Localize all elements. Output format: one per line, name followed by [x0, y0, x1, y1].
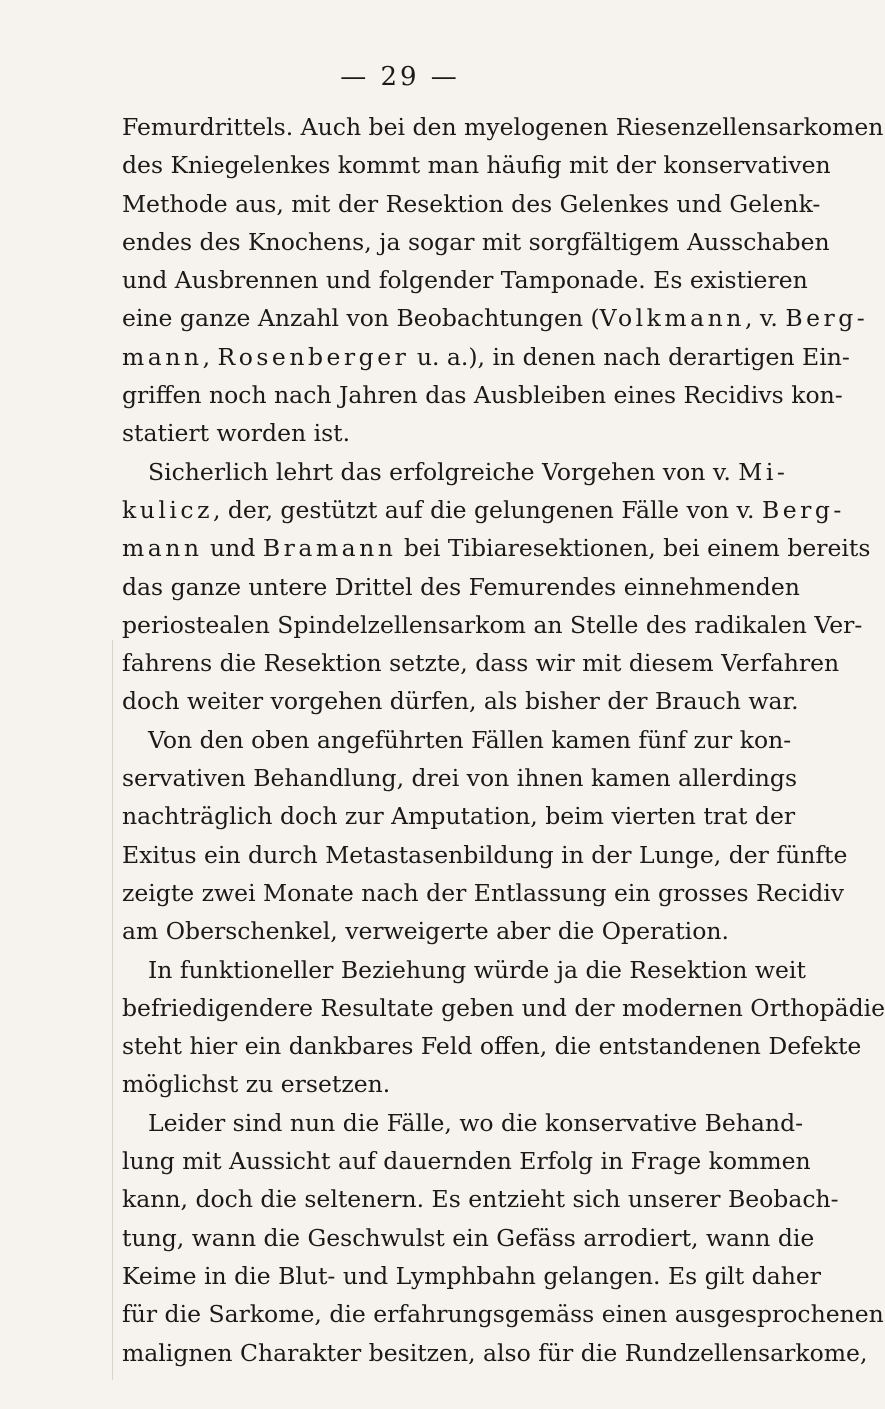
text-line: fahrens die Resektion setzte, dass wir mit diesem Verfahren	[122, 649, 840, 678]
text-line: mann und Bramann bei Tibiaresektionen, bei einem bereits	[122, 534, 871, 563]
text-line: periostealen Spindelzellensarkom an Stelle des radikalen Ver-	[122, 610, 863, 639]
text-line: doch weiter vorgehen dürfen, als bisher der Brauch war.	[122, 687, 799, 716]
text-line: Sicherlich lehrt das erfolgreiche Vorgehen von v. Mi-	[148, 457, 789, 486]
page-number: — 29 —	[340, 62, 460, 92]
text-line: kulicz, der, gestützt auf die gelungenen Fälle von v. Berg-	[122, 495, 845, 524]
text-line: Keime in die Blut- und Lymphbahn gelangen. Es gilt daher	[122, 1261, 821, 1290]
author-name: Mi-	[738, 457, 789, 486]
author-name: Berg-	[761, 495, 845, 524]
text-line: Von den oben angeführten Fällen kamen fünf zur kon-	[148, 725, 792, 754]
author-name: Volkmann	[599, 304, 745, 333]
body-text	[122, 108, 885, 1372]
text-line: möglichst zu ersetzen.	[122, 1070, 391, 1099]
text-line: mann, Rosenberger u. a.), in denen nach derartigen Ein-	[122, 342, 850, 371]
text-line: zeigte zwei Monate nach der Entlassung ein grosses Recidiv	[122, 878, 845, 907]
text-line: griffen noch nach Jahren das Ausbleiben eines Recidivs kon-	[122, 381, 843, 410]
text-line: malignen Charakter besitzen, also für die Rundzellensarkome,	[122, 1338, 868, 1367]
author-name: mann	[122, 342, 203, 371]
text-line: eine ganze Anzahl von Beobachtungen (Volkmann, v. Berg-	[122, 304, 869, 333]
author-name: Rosenberger	[217, 342, 410, 371]
page-edge-shadow	[112, 640, 113, 1380]
text-line: statiert worden ist.	[122, 419, 351, 448]
text-line: am Oberschenkel, verweigerte aber die Operation.	[122, 917, 729, 946]
text-line: lung mit Aussicht auf dauernden Erfolg in Frage kommen	[122, 1147, 811, 1176]
text-line: Femurdrittels. Auch bei den myelogenen Riesenzellensarkomen	[122, 113, 884, 141]
text-line: In funktioneller Beziehung würde ja die Resektion weit	[148, 955, 806, 984]
text-line: tung, wann die Geschwulst ein Gefäss arrodiert, wann die	[122, 1223, 815, 1252]
text-line: und Ausbrennen und folgender Tamponade. Es existieren	[122, 266, 808, 295]
text-line: für die Sarkome, die erfahrungsgemäss einen ausgesprochenen	[122, 1300, 884, 1329]
author-name: kulicz	[122, 495, 213, 524]
text-line: nachträglich doch zur Amputation, beim vierten trat der	[122, 802, 796, 831]
text-line: des Kniegelenkes kommt man häufig mit der konservativen	[122, 151, 831, 180]
text-line: servativen Behandlung, drei von ihnen kamen allerdings	[122, 764, 798, 793]
text-line: Leider sind nun die Fälle, wo die konservative Behand-	[148, 1108, 804, 1137]
text-line: das ganze untere Drittel des Femurendes einnehmenden	[122, 572, 800, 601]
text-line: Exitus ein durch Metastasenbildung in der Lunge, der fünfte	[122, 840, 848, 869]
author-name: mann	[122, 534, 203, 563]
text-line: steht hier ein dankbares Feld offen, die entstandenen Defekte	[122, 1032, 862, 1061]
author-name: Berg-	[785, 304, 869, 333]
text-line: befriedigendere Resultate geben und der modernen Orthopädie	[122, 993, 885, 1022]
text-line: Methode aus, mit der Resektion des Gelenkes und Gelenk-	[122, 189, 821, 218]
author-name: Bramann	[262, 534, 397, 563]
text-line: endes des Knochens, ja sogar mit sorgfältigem Ausschaben	[122, 227, 830, 256]
text-line: kann, doch die seltenern. Es entzieht sich unserer Beobach-	[122, 1185, 839, 1214]
